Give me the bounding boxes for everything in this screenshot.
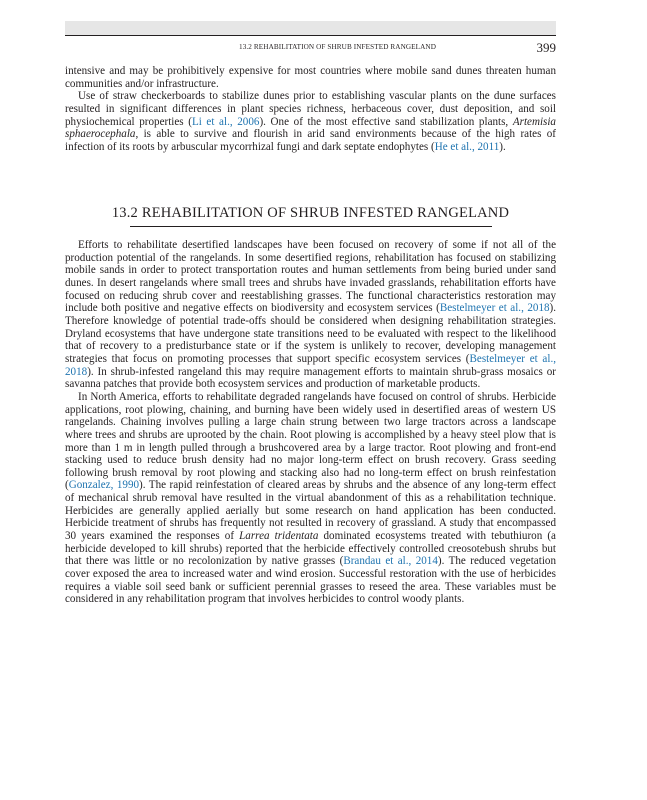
section-heading — [65, 205, 556, 223]
header-bar — [65, 21, 556, 35]
text-run: ). — [499, 140, 506, 153]
intro-paragraph-1 — [65, 65, 556, 90]
citation-link[interactable]: Gonzalez, 1990 — [68, 479, 140, 492]
section-heading-underline — [130, 226, 492, 227]
species-name: Larrea tridentata — [239, 530, 319, 543]
citation-link[interactable]: He et al., 2011 — [434, 140, 500, 153]
text-run: dominated ecosystems treated with tebuthiuron (a herbicide developed to kill shrubs) reported that the herbicide effectively controlled creosotebush shrubs but that there was little or no recolonization by native grasses ( — [65, 530, 556, 568]
intro-paragraph-1-text: intensive and may be prohibitively expensive for most countries where mobile sand dunes threaten human communities and/or infrastructure. — [65, 65, 556, 90]
text-run: In North America, efforts to rehabilitate degraded rangelands have focused on control of shrubs. Herbicide applications, root plowing, chaining, and burning have been widely used in desertified areas of western US rangelands. Chaining involves pulling a large chain strung between two large tractors across a landscape where trees and shrubs are uprooted by the chain. Root plowing is accomplished by a heavy steel plow that is more than 1 m in length pulled through a brushcovered area by a large tractor. Root plowing and front-end stacking used to reduce brush density had no major long-term effect on brush recovery. Grass seeding following brush removal by root plowing and stacking also had no long-term effect on brush reinfestation ( — [65, 390, 556, 492]
header-rule — [65, 35, 556, 36]
text-run: , is able to survive and flourish in arid sand environments because of the high rates of infection of its roots by arbuscular mycorrhizal fungi and dark septate endophytes ( — [65, 128, 556, 153]
text-run: ). One of the most effective sand stabilization plants, — [259, 115, 513, 128]
citation-link[interactable]: Brandau et al., 2014 — [343, 555, 438, 568]
text-run: ). Therefore knowledge of potential trade-offs should be considered when designing rehabilitation strategies. Dryland ecosystems that have undergone state transitions need to be evaluated with respect to the likelihood that of recovery to a predisturbance state or if the system is unlikely to recover, developing management strategies that focus on promoting processes that support specific ecosystem services ( — [65, 302, 557, 365]
section-paragraph-2 — [65, 391, 556, 606]
intro-paragraph-2 — [65, 90, 556, 153]
citation-link[interactable]: Bestelmeyer et al., 2018 — [439, 302, 550, 315]
text-run: Efforts to rehabilitate desertified landscapes have been focused on recovery of some if not all of the production potential of the rangelands. In some desertified regions, rehabilitation has focused on stabilizing mobile sands in order to protect transportation routes and human settlements from being buried under sand dunes. In desert rangelands where small trees and shrubs have invaded grasslands, rehabilitation efforts have focused on reducing shrub cover and reestablishing grasses. The functional characteristics restoration may include both positive and negative effects on biodiversity and ecosystem services ( — [65, 239, 556, 315]
text-run: ). In shrub-infested rangeland this may require management efforts to maintain shrub-grass mosaics or savanna patches that provide both ecosystem services and production of marketable products. — [65, 365, 556, 391]
running-title: 13.2 REHABILITATION OF SHRUB INFESTED RANGELAND — [239, 43, 436, 51]
species-name: Artemisia sphaerocephala — [65, 115, 556, 141]
section-text — [65, 239, 556, 606]
section-heading-text: 13.2 REHABILITATION OF SHRUB INFESTED RANGELAND — [111, 205, 510, 221]
running-head — [65, 40, 556, 56]
text-run: ). The reduced vegetation cover exposed the area to increased water and wind erosion. Successful restoration with the use of herbicides requires a viable soil seed bank or sufficient perennial grasses to reseed the area. These variables must be considered in any rehabilitation program that involves herbicides to control woody plants. — [65, 555, 556, 606]
text-run: Use of straw checkerboards to stabilize dunes prior to establishing vascular plants on the dune surfaces resulted in significant differences in plant species richness, herbaceous cover, dust deposition, and soil physiochemical properties ( — [65, 90, 556, 128]
page-number: 399 — [536, 40, 556, 55]
citation-link[interactable]: Bestelmeyer et al., 2018 — [65, 352, 556, 378]
section-paragraph-1 — [65, 239, 556, 391]
intro-text — [65, 65, 556, 154]
citation-link[interactable]: Li et al., 2006 — [191, 115, 260, 128]
text-run: ). The rapid reinfestation of cleared areas by shrubs and the absence of any long-term effect of mechanical shrub removal have resulted in the virtual abandonment of this as a rehabilitation technique. Herbicides are generally applied aerially but some research on hand application has been conducted. Herbicide treatment of shrubs has frequently not resulted in recovery of grassland. A study that encompassed 30 years examined the responses of — [65, 479, 556, 543]
